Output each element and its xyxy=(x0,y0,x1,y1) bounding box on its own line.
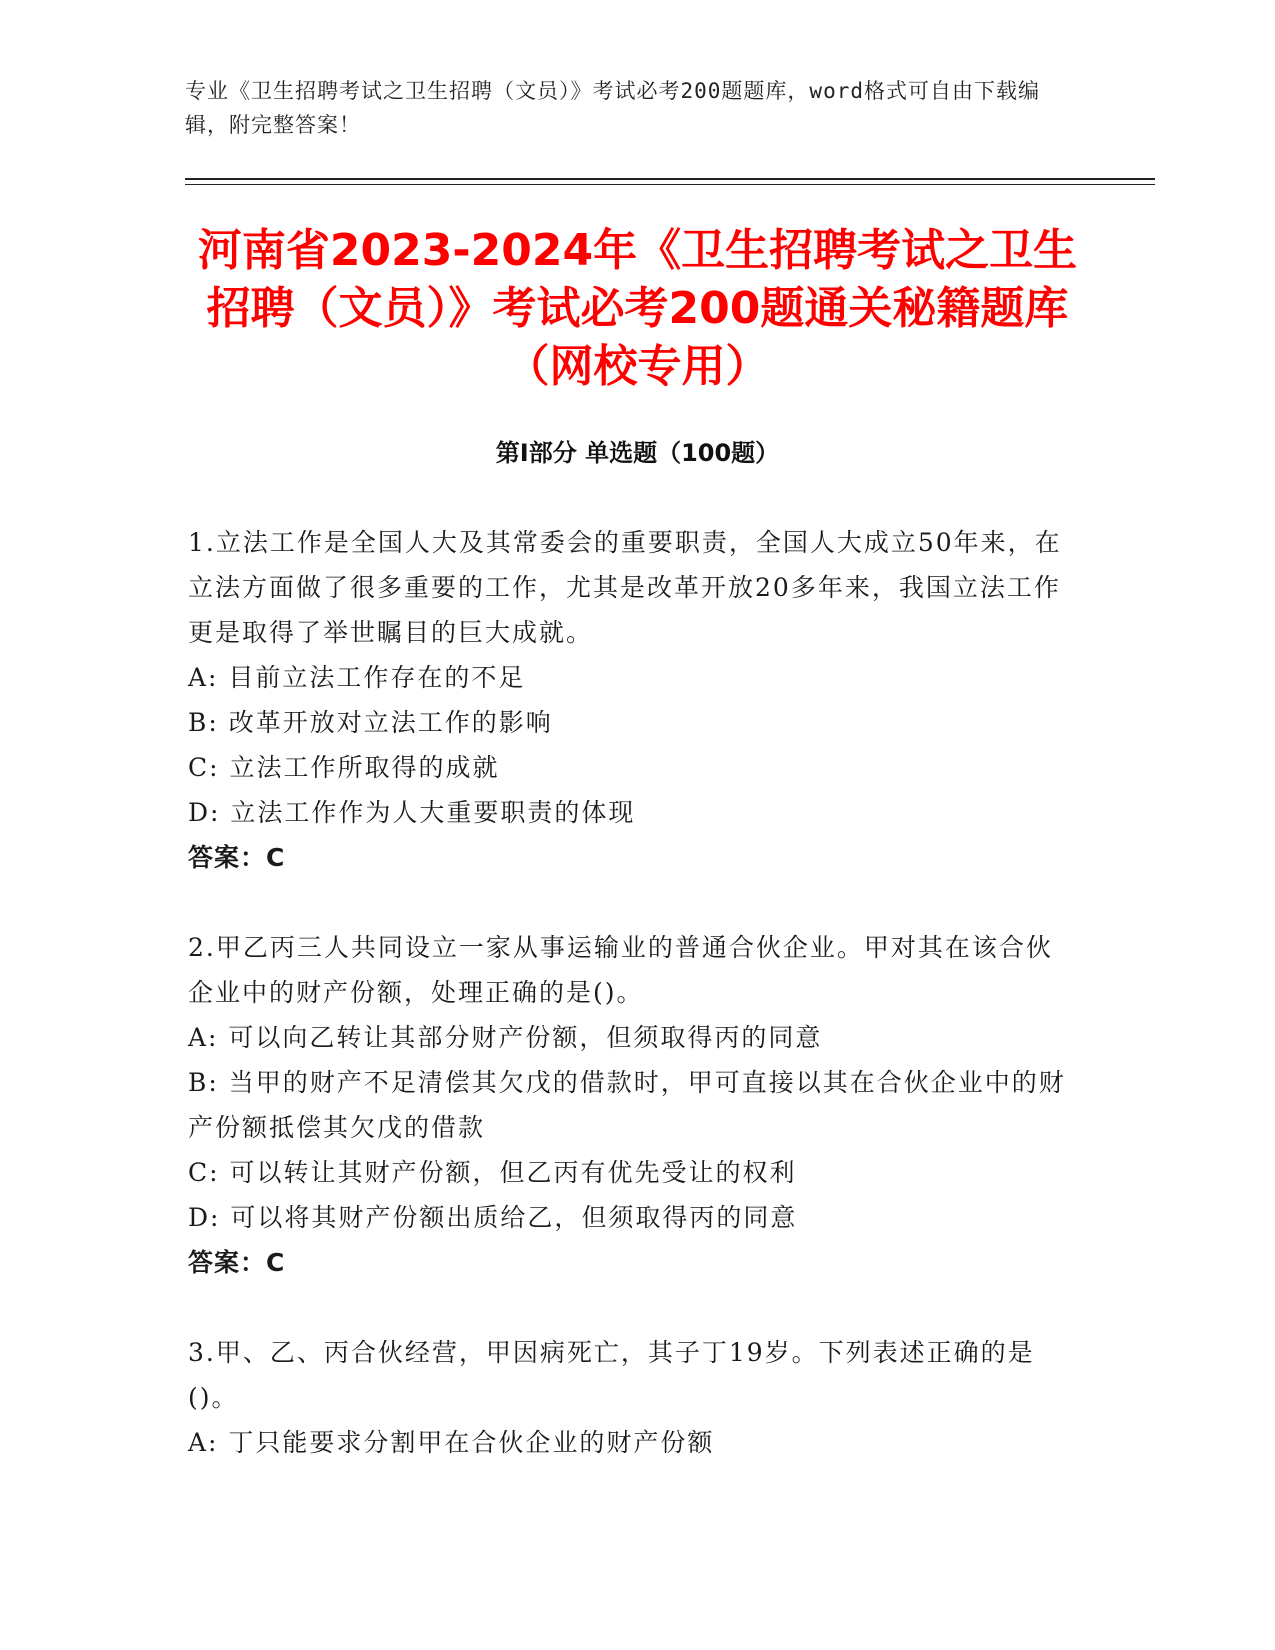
option-b: B: 当甲的财产不足清偿其欠戊的借款时，甲可直接以其在合伙企业中的财产份额抵偿其欠戊的借款 xyxy=(188,1068,1066,1142)
question-list xyxy=(188,520,1078,1510)
option-a: A: 丁只能要求分割甲在合伙企业的财产份额 xyxy=(188,1428,715,1457)
question-2 xyxy=(188,925,1078,1285)
question-3 xyxy=(188,1330,1078,1465)
header-divider-thin xyxy=(185,184,1155,185)
answer-line: 答案：C xyxy=(188,1248,286,1277)
header-divider xyxy=(185,178,1155,180)
option-d: D: 可以将其财产份额出质给乙，但须取得丙的同意 xyxy=(188,1203,798,1232)
section-heading: 第I部分 单选题（100题） xyxy=(495,439,780,467)
option-c: C: 立法工作所取得的成就 xyxy=(188,753,500,782)
answer-line: 答案：C xyxy=(188,843,286,872)
option-d: D: 立法工作作为人大重要职责的体现 xyxy=(188,798,636,827)
question-stem: 3.甲、乙、丙合伙经营，甲因病死亡，其子丁19岁。下列表述正确的是()。 xyxy=(188,1338,1035,1412)
document-title: 河南省2023-2024年《卫生招聘考试之卫生招聘（文员）》考试必考200题通关秘籍题库（网校专用） xyxy=(197,225,1078,392)
question-stem: 2.甲乙丙三人共同设立一家从事运输业的普通合伙企业。甲对其在该合伙企业中的财产份额，处理正确的是()。 xyxy=(188,933,1053,1007)
option-a: A: 目前立法工作存在的不足 xyxy=(188,663,526,692)
option-b: B: 改革开放对立法工作的影响 xyxy=(188,708,553,737)
question-1 xyxy=(188,520,1078,880)
option-a: A: 可以向乙转让其部分财产份额，但须取得丙的同意 xyxy=(188,1023,823,1052)
header-note: 专业《卫生招聘考试之卫生招聘（文员）》考试必考200题题库，word格式可自由下载编辑，附完整答案！ xyxy=(185,79,1040,137)
option-c: C: 可以转让其财产份额，但乙丙有优先受让的权利 xyxy=(188,1158,797,1187)
question-stem: 1.立法工作是全国人大及其常委会的重要职责，全国人大成立50年来，在立法方面做了很多重要的工作，尤其是改革开放20多年来，我国立法工作更是取得了举世瞩目的巨大成就。 xyxy=(188,528,1062,647)
